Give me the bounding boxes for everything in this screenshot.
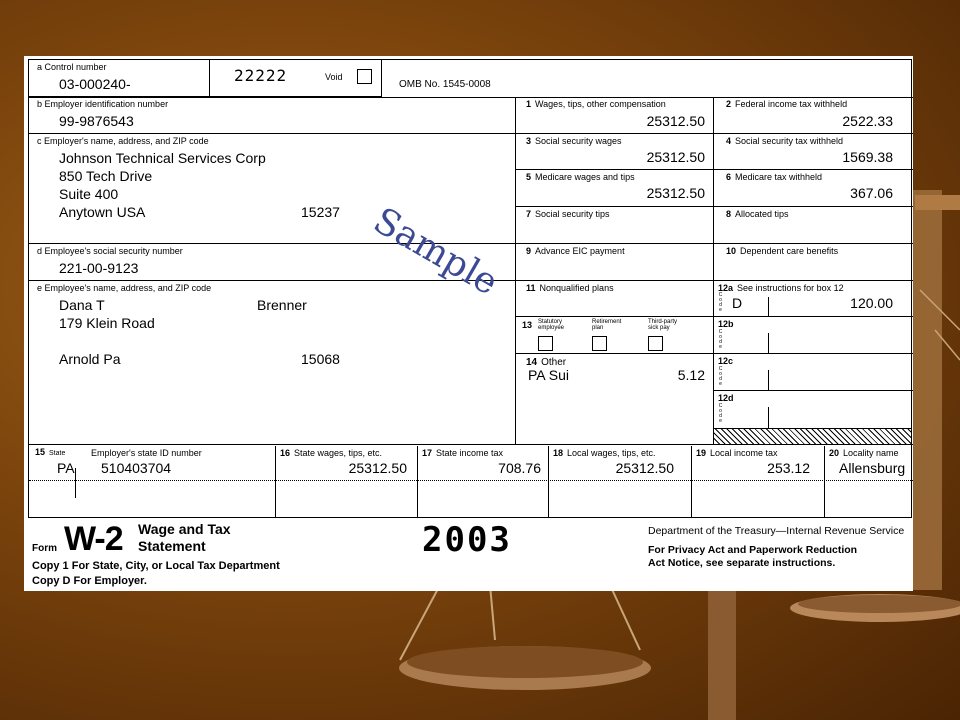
box-12d (714, 391, 913, 428)
box12a-code: D (732, 295, 743, 311)
w2-form (24, 56, 913, 591)
label-box12b: 12b (718, 319, 734, 329)
box-e-employee (29, 281, 516, 445)
label-box12d: 12d (718, 393, 734, 403)
value-ein: 99-9876543 (59, 113, 134, 129)
label-thirdparty: Third-party sick pay (648, 319, 678, 331)
copy-1-text: Copy 1 For State, City, or Local Tax Department (32, 560, 280, 572)
box-13 (516, 317, 714, 354)
value-box4: 1569.38 (842, 149, 893, 165)
retirement-checkbox[interactable] (592, 336, 607, 351)
form-footer (24, 518, 913, 591)
statutory-checkbox[interactable] (538, 336, 553, 351)
box-7 (516, 207, 714, 244)
value-22222: 22222 (234, 66, 288, 85)
box-b-ein (29, 97, 516, 134)
box-11 (516, 281, 714, 317)
employer-zip: 15237 (301, 204, 340, 220)
employer-line-3: Suite 400 (59, 186, 119, 202)
label-box15: 15 State (35, 447, 66, 457)
label-void: Void (325, 72, 343, 82)
box-10 (714, 244, 913, 281)
label-box11: 11 Nonqualified plans (526, 283, 614, 293)
label-box12c: 12c (718, 356, 734, 366)
value-box6: 367.06 (850, 185, 893, 201)
tax-year: 2003 (422, 520, 512, 560)
label-box9: 9 Advance EIC payment (526, 246, 625, 256)
form-name: W-2 (64, 520, 123, 558)
label-retirement: Retirement plan (592, 319, 622, 331)
value-box20: Allensburg (839, 460, 906, 476)
label-box5: 5 Medicare wages and tips (526, 172, 635, 182)
label-box18: 18 Local wages, tips, etc. (553, 448, 656, 458)
box-14 (516, 354, 714, 445)
form-word: Form (32, 543, 57, 554)
code-vertical-12c: C o d e (718, 366, 723, 387)
box-4 (714, 134, 913, 170)
box-6 (714, 170, 913, 207)
hatched-area (714, 428, 911, 445)
privacy-line-2: Act Notice, see separate instructions. (648, 557, 836, 569)
box-3 (516, 134, 714, 170)
employee-street: 179 Klein Road (59, 315, 155, 331)
label-ein: b Employer identification number (37, 99, 169, 109)
value-box17: 708.76 (498, 460, 541, 476)
box-12c (714, 354, 913, 391)
box-5 (516, 170, 714, 207)
employee-last: Brenner (257, 297, 307, 313)
title-line-1: Wage and Tax (138, 521, 231, 537)
value-box1: 25312.50 (646, 113, 705, 129)
box14-value: 5.12 (677, 367, 705, 383)
value-ssn: 221-00-9123 (59, 260, 139, 276)
label-box6: 6 Medicare tax withheld (726, 172, 823, 182)
box-12b (714, 317, 913, 354)
employer-line-2: 850 Tech Drive (59, 168, 153, 184)
value-box5: 25312.50 (646, 185, 705, 201)
label-box8: 8 Allocated tips (726, 209, 789, 219)
privacy-line-1: For Privacy Act and Paperwork Reduction (648, 544, 858, 556)
thirdparty-checkbox[interactable] (648, 336, 663, 351)
label-box12a: 12a See instructions for box 12 (718, 283, 844, 293)
label-box19: 19 Local income tax (696, 448, 778, 458)
box-c-employer (29, 134, 516, 244)
employer-line-4: Anytown USA (59, 204, 146, 220)
value-box2: 2522.33 (842, 113, 893, 129)
box-22222 (210, 60, 382, 97)
state-local-row (29, 446, 913, 517)
copy-d-text: Copy D For Employer. (32, 575, 147, 587)
label-box13: 13 (522, 320, 533, 330)
value-state-id: 510403704 (101, 460, 172, 476)
label-box4: 4 Social security tax withheld (726, 136, 844, 146)
label-ssn: d Employee's social security number (37, 246, 183, 256)
label-box14: 14 Other (526, 357, 567, 368)
box-a-control (29, 60, 210, 97)
value-box19: 253.12 (767, 460, 810, 476)
code-vertical-12a: C o d e (718, 292, 723, 313)
label-employee: e Employee's name, address, and ZIP code (37, 283, 212, 293)
value-box18: 25312.50 (615, 460, 674, 476)
label-control: a Control number (37, 62, 107, 72)
value-control: 03-000240- (59, 76, 131, 92)
employee-zip: 15068 (301, 351, 340, 367)
label-box10: 10 Dependent care benefits (726, 246, 839, 256)
label-statutory: Statutory employee (538, 319, 565, 331)
form-grid (28, 59, 912, 518)
box-2 (714, 97, 913, 134)
box-9 (516, 244, 714, 281)
label-employer: c Employer's name, address, and ZIP code (37, 136, 209, 146)
label-box20: 20 Locality name (829, 448, 899, 458)
employee-first: Dana T (59, 297, 105, 313)
label-omb: OMB No. 1545-0008 (399, 79, 491, 90)
label-box7: 7 Social security tips (526, 209, 610, 219)
void-checkbox[interactable] (357, 69, 372, 84)
box12a-value: 120.00 (850, 295, 893, 311)
employer-line-1: Johnson Technical Services Corp (59, 150, 266, 166)
employee-city: Arnold Pa (59, 351, 121, 367)
label-state-id: Employer's state ID number (91, 448, 202, 458)
box-12a (714, 281, 913, 317)
value-box3: 25312.50 (646, 149, 705, 165)
box-8 (714, 207, 913, 244)
sample-watermark: Sample (366, 200, 505, 304)
value-box16: 25312.50 (348, 460, 407, 476)
dept-text: Department of the Treasury—Internal Revenue Service (648, 525, 905, 537)
value-state: PA (57, 460, 75, 476)
title-line-2: Statement (138, 538, 206, 554)
label-box1: 1 Wages, tips, other compensation (526, 99, 666, 109)
code-vertical-12d: C o d e (718, 403, 723, 424)
label-box3: 3 Social security wages (526, 136, 622, 146)
code-vertical-12b: C o d e (718, 329, 723, 350)
label-box17: 17 State income tax (422, 448, 504, 458)
label-box2: 2 Federal income tax withheld (726, 99, 848, 109)
label-box16: 16 State wages, tips, etc. (280, 448, 383, 458)
box14-item: PA Sui (528, 367, 569, 383)
box-1 (516, 97, 714, 134)
